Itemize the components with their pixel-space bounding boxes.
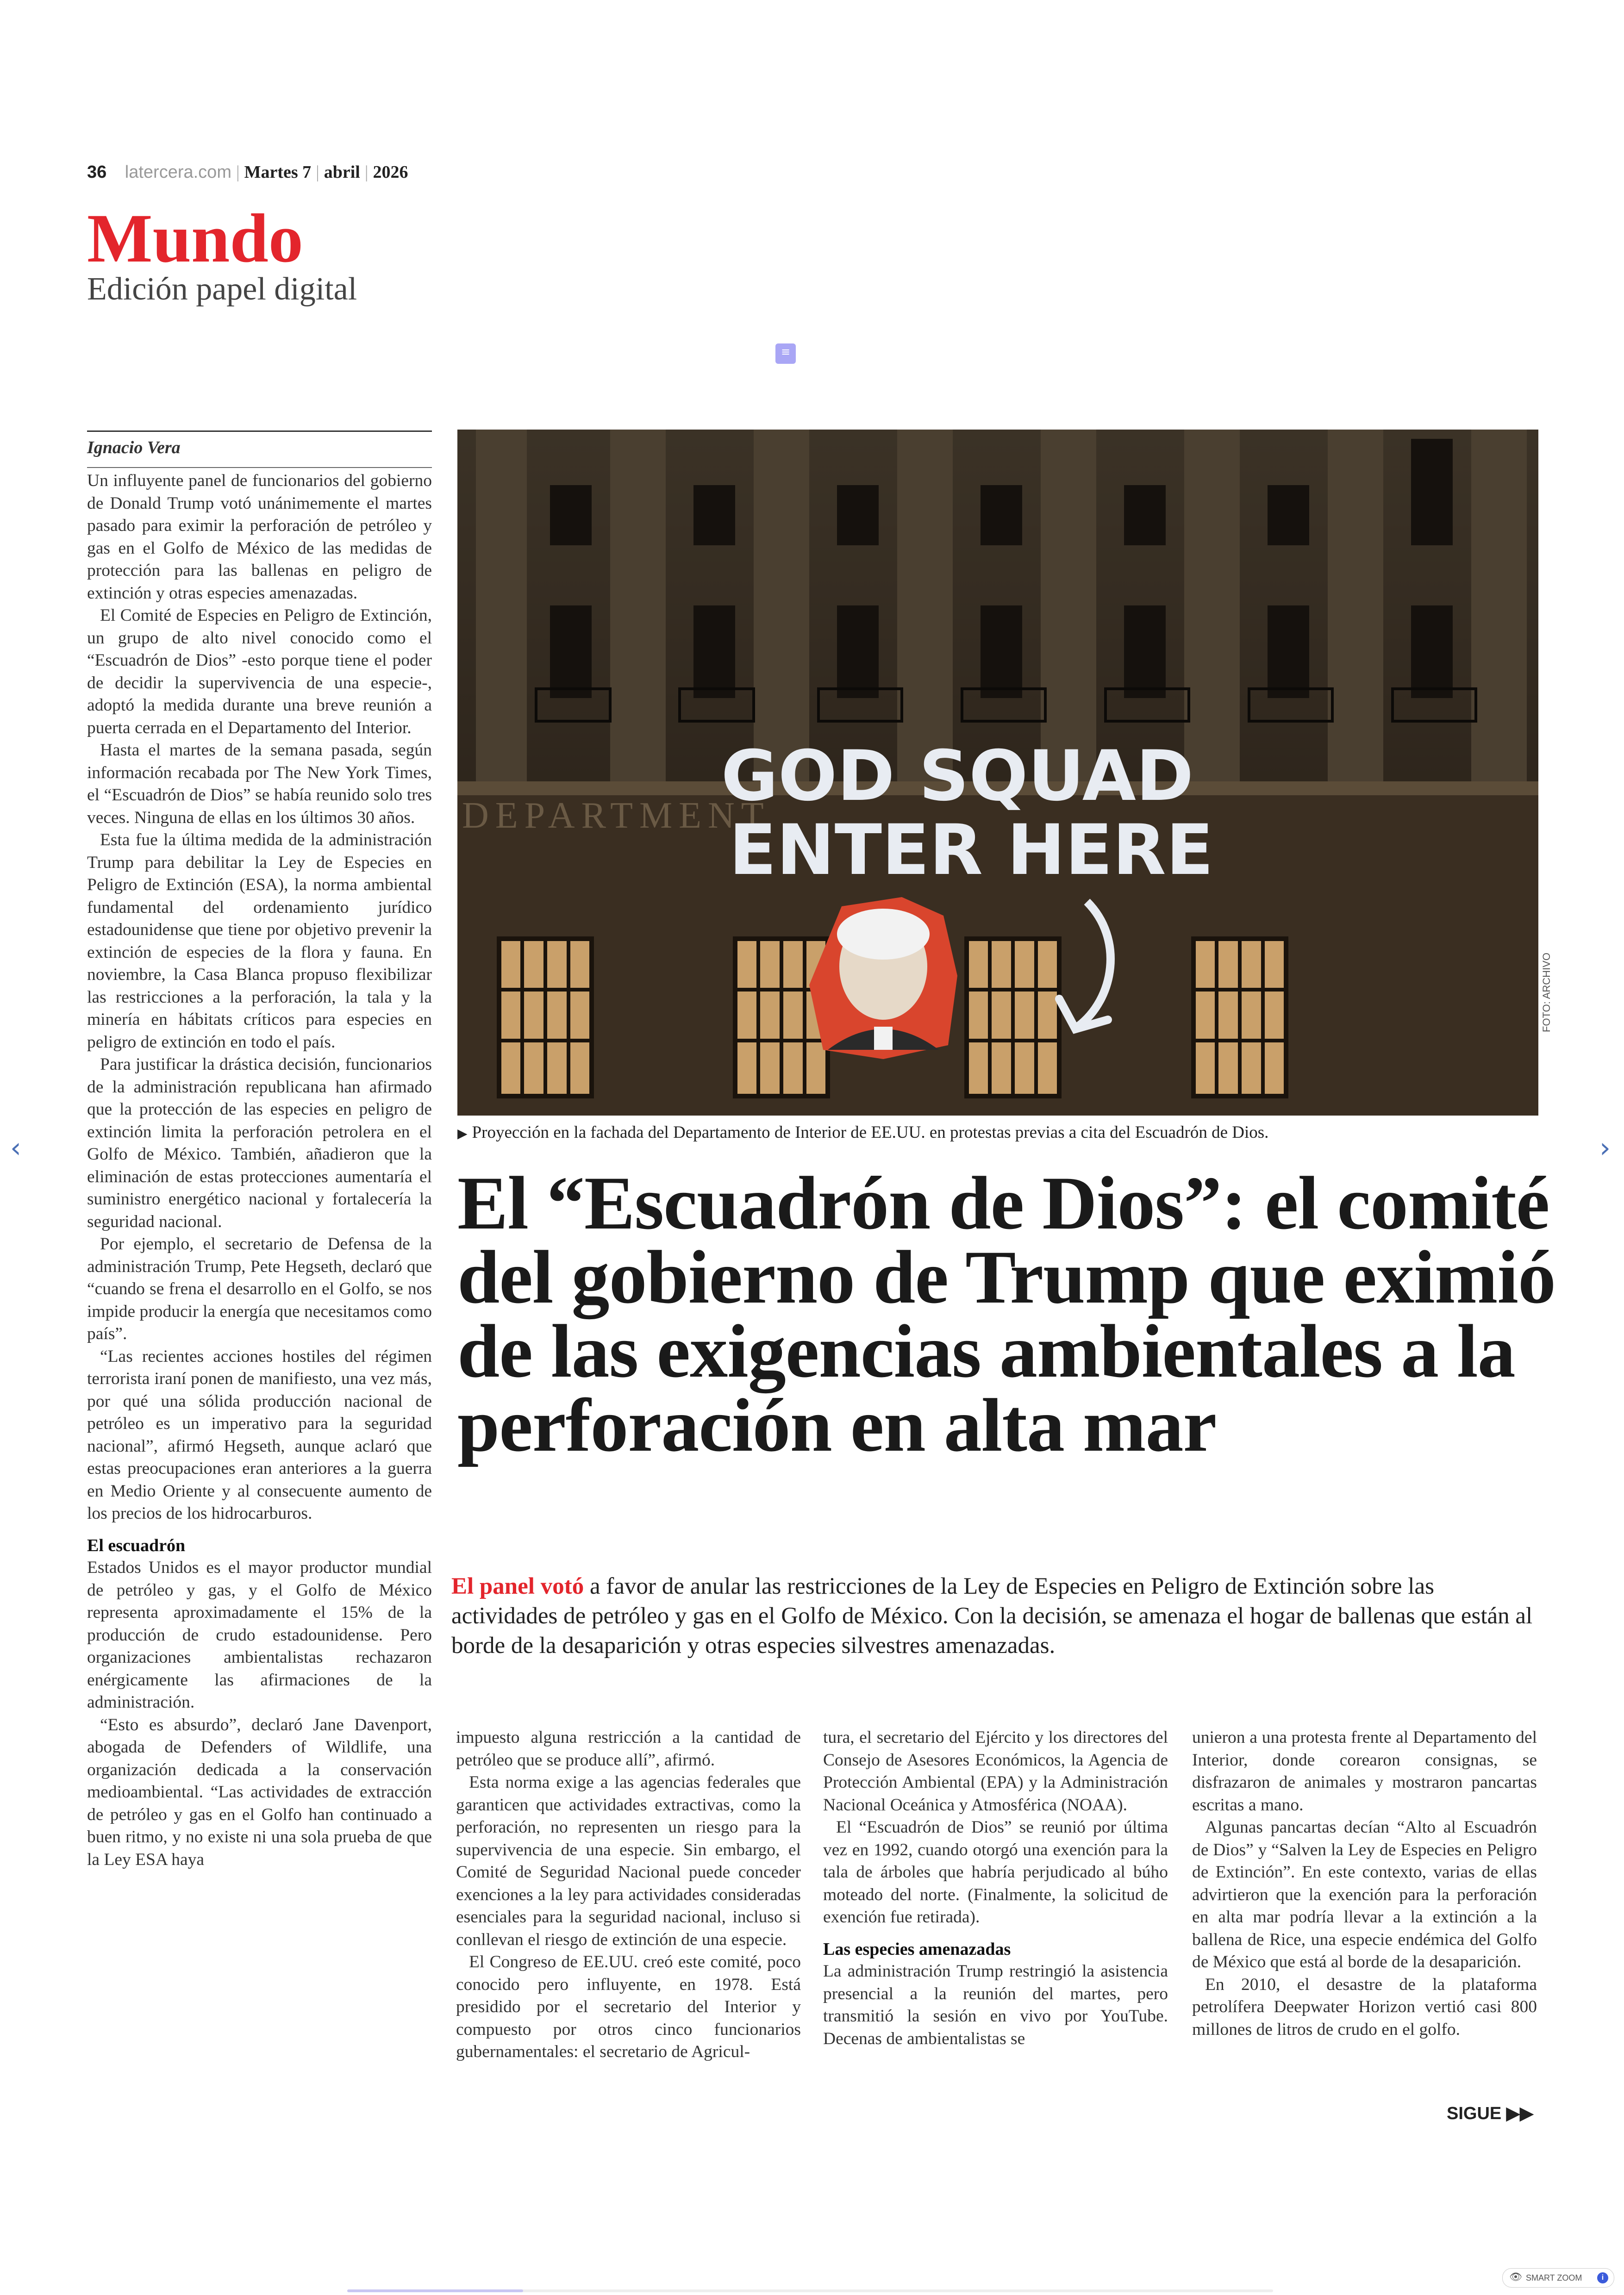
paragraph: “Las recientes acciones hostiles del régimen terrorista iraní ponen de manifiesto, una vez más, por qué una sólida producción nacional de petróleo es un imperativo para la seguridad nacional”, afirmó Hegseth, aunque aclaró que estas preocupaciones eran anteriores a la guerra en Medio Oriente y al consecuente aumento de los precios de los hidrocarburos. (87, 1347, 432, 1523)
page-number: 36 (87, 162, 107, 182)
paragraph: tura, el secretario del Ejército y los directores del Consejo de Asesores Económicos, la Agencia de Protección Ambiental (EPA) y la Administración Nacional Oceánica y Atmosférica (NOAA). (823, 1728, 1168, 1815)
paragraph: Estados Unidos es el mayor productor mundial de petróleo y gas, y el Golfo de México representa aproximadamente el 15% de la producción de crudo estadounidense. Pero organizaciones ambientalistas rechazaron enérgicamente las afirmaciones de la administración. (87, 1558, 432, 1712)
edition-label: Edición papel digital (87, 271, 357, 307)
date-month: abril (324, 162, 360, 182)
paragraph: El Congreso de EE.UU. creó este comité, poco conocido pero influyente, en 1978. Está presidido por el secretario del Interior y compuesto por otros cinco funcionarios gubernamentales: el secretario de Agricul- (456, 1952, 801, 2061)
body-column-1 (87, 470, 432, 1871)
paragraph: Para justificar la drástica decisión, funcionarios de la administración republicana han afirmado que la protección de las especies en peligro de extinción limita la perforación petrolera en el Golfo de México. También, añadieron que la eliminación de estas protecciones aumentaría el suministro energético nacional y fortalecería la seguridad nacional. (87, 1055, 432, 1231)
caption-triangle-icon: ▶ (457, 1126, 468, 1141)
next-page-icon[interactable]: › (1599, 1132, 1611, 1164)
eye-icon: 👁 (1509, 2271, 1522, 2283)
building-illustration (457, 430, 1538, 1116)
paragraph: En 2010, el desastre de la plataforma petrolífera Deepwater Horizon vertió casi 800 millones de litros de crudo en el golfo. (1192, 1975, 1537, 2039)
caption-text: Proyección en la fachada del Departamento de Interior de EE.UU. en protestas previas a cita del Escuadrón de Dios. (472, 1123, 1269, 1142)
smart-zoom-label: SMART ZOOM (1526, 2273, 1582, 2283)
body-text (1192, 1727, 1537, 2041)
site-name: latercera.com (125, 162, 231, 182)
paragraph: La administración Trump restringió la asistencia presencial a la reunión del martes, pero transmitió la sesión en vivo por YouTube. Decenas de ambientalistas se (823, 1962, 1168, 2048)
deck (451, 1572, 1544, 1660)
section-title: Mundo (87, 200, 303, 277)
projected-text-line2: ENTER HERE (729, 810, 1214, 891)
separator: | (364, 162, 369, 182)
info-icon[interactable]: i (1597, 2272, 1608, 2283)
body-column-4 (1192, 1727, 1537, 2041)
subhead: Las especies amenazadas (823, 1939, 1011, 1959)
body-text (87, 1557, 432, 1871)
paragraph: impuesto alguna restricción a la cantidad de petróleo que se produce allí”, afirmó. (456, 1728, 801, 1770)
paragraph: Esta norma exige a las agencias federales que garanticen que actividades extractivas, como la perforación, no representen un riesgo para la supervivencia de una especie. Sin embargo, el Comité de Seguridad Nacional puede conceder exenciones a la ley para actividades consideradas esenciales para la seguridad nacional, incluso si conllevan el riesgo de extinción de una especie. (456, 1773, 801, 1949)
photo-caption (457, 1123, 1268, 1142)
date-day: Martes 7 (244, 162, 312, 182)
subhead: El escuadrón (87, 1535, 186, 1555)
paragraph: Esta fue la última medida de la administración Trump para debilitar la Ley de Especies en Peligro de Extinción (ESA), la norma ambiental fundamental del ordenamiento jurídico estadounidense que tiene por objetivo prevenir la extinción de especies de la flora y fauna. En noviembre, la Casa Blanca propuso flexibilizar las restricciones a la perforación, la tala y la minería en hábitats críticos para especies en peligro de extinción en todo el país. (87, 830, 432, 1052)
prev-page-icon[interactable]: ‹ (10, 1132, 21, 1164)
building-inscription: DEPARTMENT (462, 795, 770, 836)
deck-text: a favor de anular las restricciones de la Ley de Especies en Peligro de Extinción sobre las actividades de petróleo y gas en el Golfo de México. Con la decisión, se amenaza el hogar de ballenas que están al borde de la desaparición y otras especies silvestres amenazadas. (451, 1573, 1533, 1659)
paragraph: Hasta el martes de la semana pasada, según información recabada por The New York Times, el “Escuadrón de Dios” se había reunido solo tres veces. Ninguna de ellas en los últimos 30 años. (87, 741, 432, 827)
photo-credit: FOTO: ARCHIVO (1541, 953, 1552, 1032)
body-text (823, 1727, 1168, 1929)
paragraph: Por ejemplo, el secretario de Defensa de la administración Trump, Pete Hegseth, declaró que “cuando se frena el desarrollo en el Golfo, se nos impide producir la energía que necesitamos como país”. (87, 1235, 432, 1343)
pin-icon[interactable] (775, 343, 796, 364)
body-text (456, 1727, 801, 2064)
deck-lead: El panel votó (451, 1573, 584, 1599)
paragraph: Algunas pancartas decían “Alto al Escuadrón de Dios” y “Salven la Ley de Especies en Peligro de Extinción”. En este contexto, varias de ellas advirtieron que la exención para la perforación en alta mar podría llevar a la extinción a la ballena de Rice, una especie endémica del Golfo de México que está al borde de la desaparición. (1192, 1818, 1537, 1971)
paragraph: “Esto es absurdo”, declaró Jane Davenport, abogada de Defenders of Wildlife, una organización dedicada a la conservación medioambiental. “Las actividades de extracción de petróleo y gas en el Golfo han continuado a buen ritmo, y no existe ni una sola prueba de que la Ley ESA haya (87, 1715, 432, 1869)
paragraph: Un influyente panel de funcionarios del gobierno de Donald Trump votó unánimemente el martes pasado para eximir la perforación de petróleo y gas en el Golfo de México de las medidas de protección para las ballenas en peligro de extinción y otras especies amenazadas. (87, 471, 432, 603)
byline: Ignacio Vera (87, 430, 432, 458)
article-photo (457, 430, 1538, 1116)
body-text (823, 1960, 1168, 2050)
body-column-3 (823, 1727, 1168, 2050)
projected-text-line1: GOD SQUAD (721, 736, 1194, 817)
page-progress-fill (347, 2289, 523, 2292)
paragraph: El “Escuadrón de Dios” se reunió por última vez en 1992, cuando otorgó una exención para la tala de árboles que habría perjudicado al búho moteado del norte. (Finalmente, la solicitud de exención fue retirada). (823, 1818, 1168, 1927)
separator: | (316, 162, 319, 182)
continue-label[interactable]: SIGUE ▶▶ (1447, 2104, 1534, 2123)
date-year: 2026 (373, 162, 408, 182)
paragraph: El Comité de Especies en Peligro de Extinción, un grupo de alto nivel conocido como el “Escuadrón de Dios” -esto porque tiene el poder de decidir la supervivencia de una especie-, adoptó la medida durante una breve reunión a puerta cerrada en el Departamento del Interior. (87, 606, 432, 737)
body-text (87, 470, 432, 1525)
body-column-2 (456, 1727, 801, 2064)
separator: | (236, 162, 240, 182)
paragraph: unieron a una protesta frente al Departamento del Interior, donde corearon consignas, se disfrazaron de animales y mostraron pancartas escritas a mano. (1192, 1728, 1537, 1815)
headline: El “Escuadrón de Dios”: el comité del gobierno de Trump que eximió de las exigencias ambientales a la perforación en alta mar (457, 1161, 1555, 1467)
smart-zoom-button[interactable] (1502, 2268, 1614, 2288)
page-header (87, 162, 408, 182)
